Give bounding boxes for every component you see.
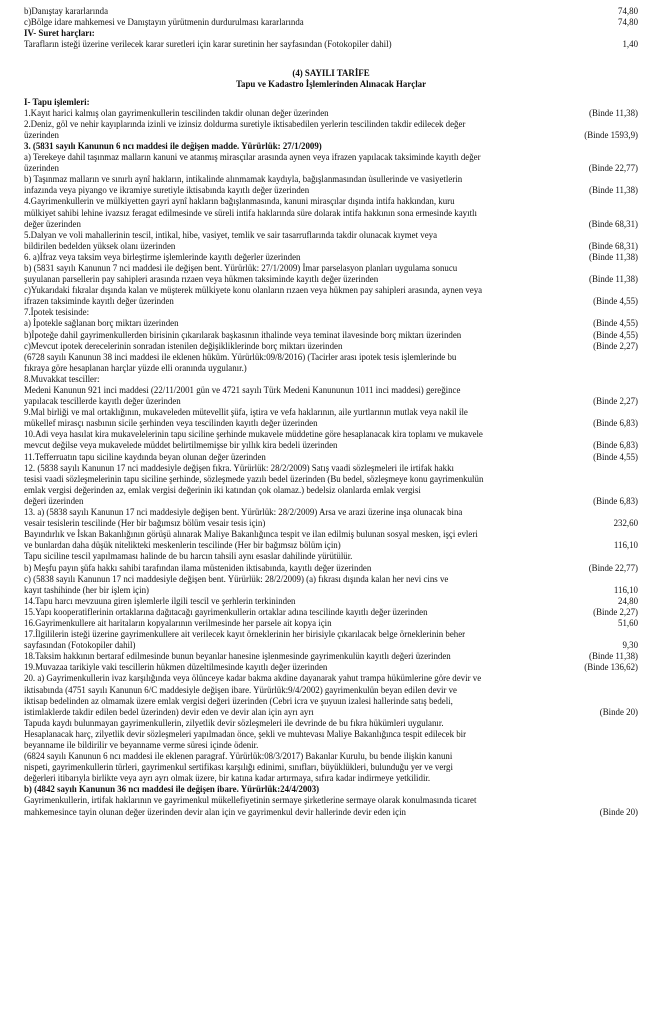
tariff-line-text: şuyulanan parsellerin pay sahipleri arasında rızaen veya hükmen taksiminde kayıtlı değer üzerinden (24, 274, 379, 285)
tariff-line-rate: (Binde 11,38) (589, 651, 638, 662)
tariff-line-text: mevcut değilse veya mukavelede müddet belirtilmemişse bir yıllık kira bedeli üzerinden (24, 440, 338, 451)
tariff-line (24, 374, 638, 385)
tariff-line-text: nispeti, gayrimenkullerin türleri, gayrimenkul sertifikası karşılığı edinimi, sınıfları, büyüklükleri, bulunduğu yer ve vergi (24, 762, 453, 773)
section-heading: I- Tapu işlemleri: (24, 96, 90, 107)
tariff-line (24, 396, 638, 407)
tariff-line-text: Medeni Kanunun 921 inci maddesi (22/11/2001 gün ve 4721 sayılı Türk Medeni Kanununun 1011 inci maddesi) gereğince (24, 385, 461, 395)
fee-desc: b)Danıştay kararlarında (24, 6, 109, 16)
fee-desc: Tarafların isteği üzerine verilecek karar suretleri için karar suretinin her sayfasından (Fotokopiler dahil) (24, 39, 392, 50)
tariff-line-text: 11.Tefferruatın tapu siciline kaydında beyan olunan değer üzerinden (24, 451, 266, 462)
tariff-line (24, 163, 638, 174)
tariff-line (24, 618, 638, 629)
tariff-line-rate: 116,10 (613, 540, 638, 551)
tariff-line (24, 651, 638, 662)
tariff-line-text: emlak vergisi değerinden az, emlak vergisi değerinin iki katından çok olamaz.) bedelsiz olanlarda emlak vergisi (24, 484, 421, 495)
tariff-line (24, 263, 638, 274)
tariff-line (24, 330, 638, 341)
tariff-line (24, 318, 638, 329)
tariff-line-text: 14.Tapu harcı mevzuuna giren işlemlerle ilgili tescil ve şerhlerin terkininden (24, 595, 296, 606)
tariff-line-text: infazında veya piyango ve ikramiye suretiyle iktisabında kayıtlı değer üzerinden (24, 185, 310, 196)
fee-amount: 74,80 (618, 17, 638, 28)
tariff-line-text: 12. (5838 sayılı Kanunun 17 nci maddesiyle değişen fıkra. Yürürlük: 28/2/2009) Satış vaadi sözleşmeleri ile irtifak hakkı (24, 462, 455, 473)
tariff-line-text: ve bunlardan daha düşük nitelikteki meskenlerin tescilinde (Her bir bağımsız bölüm için) (24, 540, 341, 551)
tariff-line (24, 551, 638, 562)
tariff-line-text: Tapu siciline tescil yapılmaması halinde de bu harcın tahsili aynı esaslar dahilinde yürütülür. (24, 551, 353, 562)
tariff-line-text: 15.Yapı kooperatiflerinin ortaklarına dağıtacağı gayrimenkullerin ortaklar adına tescilinde kayıtlı değer üzerinden (24, 606, 428, 617)
tariff-line (24, 762, 638, 773)
tariff-line (24, 185, 638, 196)
tariff-line-text: değerleri itibarıyla birlikte veya ayrı ayrı olmak üzere, bir katına kadar artırmaya, sıfıra kadar indirmeye yetkilidir. (24, 773, 431, 784)
tariff-line (24, 740, 638, 751)
tariff-line-text: 3. (5831 sayılı Kanunun 6 ncı maddesi ile değişen madde. Yürürlük: 27/1/2009) (24, 140, 322, 151)
fee-row (24, 39, 638, 50)
tariff-line (24, 662, 638, 673)
tariff-line-rate: (Binde 2,27) (593, 340, 638, 351)
tariff-line (24, 474, 638, 485)
tariff-line (24, 130, 638, 141)
tariff-line-text: iktisap bedelinden az olmamak üzere emlak vergisi değeri üzerinden (Cebri icra ve şuyuun izalesi hallerinde satış bedeli, (24, 695, 453, 706)
tariff-line-rate: (Binde 20) (599, 806, 638, 817)
tariff-line-rate: (Binde 11,38) (589, 251, 638, 262)
tariff-line-rate: (Binde 20) (599, 706, 638, 717)
tariff-line-text: 5.Dalyan ve voli mahallerinin tescil, intikal, hibe, vasiyet, temlik ve sair tasarruflarında takdir olunacak kıymet veya (24, 229, 438, 240)
tariff-line (24, 230, 638, 241)
tariff-line (24, 296, 638, 307)
tariff-line-text: 16.Gayrimenkullere ait haritaların kopyalarının verilmesinde her parsele ait kopya için (24, 617, 332, 628)
tariff-line (24, 596, 638, 607)
tariff-line-rate: (Binde 2,27) (593, 606, 638, 617)
fee-row (24, 17, 638, 28)
tariff-line-text: iktisabında (4751 sayılı Kanunun 6/C maddesiyle değişen ibare. Yürürlük:9/4/2002) gayrimenkulün beyan edilen devir ve (24, 684, 457, 695)
tariff-line-rate: 51,60 (618, 617, 638, 628)
tariff-line (24, 696, 638, 707)
tariff-line-rate: (Binde 22,77) (588, 163, 638, 174)
tariff-line-text: 9.Mal birliği ve mal ortaklığının, mukaveleden mütevellit şüfa, iştira ve vefa haklarının, aile yurtlarının mutlak veya nakil ile (24, 407, 468, 418)
tariff-line (24, 452, 638, 463)
tariff-line-text: 19.Muvazaa tarikiyle vaki tescillerin hükmen düzeltilmesinde kayıtlı değer üzerinden (24, 662, 328, 673)
tariff-line (24, 119, 638, 130)
tariff-line (24, 563, 638, 574)
tariff-line (24, 718, 638, 729)
tariff-line-text: b) Meşfu payın şüfa hakkı sahibi tarafından ilama müsteniden iktisabında, kayıtlı değer üzerinden (24, 562, 372, 573)
tariff-line-text: c)Yukarıdaki fıkralar dışında kalan ve müşterek mülkiyete konu olanların rızaen veya hükmen pay sahipleri arasında, aynen veya (24, 285, 483, 296)
tariff-line-text: fıkraya göre hesaplanan harçlar yüzde elli oranında uygulanır.) (24, 362, 247, 373)
tariff-line-rate: 116,10 (613, 584, 638, 595)
tariff-line-rate: (Binde 4,55) (593, 451, 638, 462)
tariff-line (24, 463, 638, 474)
tariff-lines (24, 108, 638, 818)
tariff-line (24, 307, 638, 318)
tariff-line (24, 352, 638, 363)
tariff-line-rate: (Binde 11,38) (589, 185, 638, 196)
tariff-line (24, 208, 638, 219)
fee-amount: 74,80 (618, 6, 638, 16)
section-heading: IV- Suret harçları: (24, 28, 95, 39)
tariff-line (24, 729, 638, 740)
tariff-line (24, 751, 638, 762)
tariff-line-text: sayfasından (Fotokopiler dahil) (24, 640, 136, 651)
tariff-line-text: bildirilen bedelden yüksek olanı üzerinden (24, 240, 176, 251)
tariff-line-text: (6728 sayılı Kanunun 38 inci maddesi ile eklenen hüküm. Yürürlük:09/8/2016) (Tacirler arası ipotek tesis işlemlerinde bu (24, 351, 457, 362)
tariff-line-text: mahkemesince tayin olunan değer üzerinden devir alan için ve gayrimenkul devir hallerinde devir eden için (24, 806, 406, 817)
tariff-line (24, 773, 638, 784)
tariff-line-rate: (Binde 68,31) (588, 240, 638, 251)
tariff-subtitle: Tapu ve Kadastro İşlemlerinden Alınacak Harçlar (235, 79, 427, 90)
tariff-line-text: b) Taşınmaz malların ve sınırlı aynî hakların, intikalinde alınmamak kaydıyla, bağışlanmasından ùsullerinde ve vasiyetlerin (24, 174, 463, 185)
tariff-line (24, 196, 638, 207)
tariff-line-rate: 24,80 (618, 595, 638, 606)
tariff-line (24, 252, 638, 263)
tariff-line-text: beyanname ile bildirilir ve beyanname verme süresi içinde ödenir. (24, 740, 259, 750)
tariff-line-text: istimlaklerde takdir edilen bedel üzerinden) devir eden ve devir alan için ayrı ayrı (24, 706, 314, 717)
tariff-line-text: (6824 sayılı Kanunun 6 ncı maddesi ile eklenen paragraf. Yürürlük:08/3/2017) Bakanlar Kurulu, bu bende ilişkin kanuni (24, 751, 453, 762)
tariff-line-rate: (Binde 4,55) (593, 318, 638, 329)
tariff-line-text: a) İpotekle sağlanan borç miktarı üzerinden (24, 318, 179, 329)
tariff-line-rate: (Binde 68,31) (588, 218, 638, 229)
tariff-line-text: ifrazen taksiminde kayıtlı değer üzerinden (24, 296, 174, 307)
tariff-line (24, 540, 638, 551)
fee-row (24, 6, 638, 17)
fee-amount: 1,40 (622, 39, 638, 50)
tariff-line-rate: (Binde 6,83) (593, 440, 638, 451)
tariff-line-rate: (Binde 2,27) (593, 396, 638, 407)
tariff-line (24, 407, 638, 418)
tariff-line-text: 13. a) (5838 sayılı Kanunun 17 nci maddesiyle değişen bent. Yürürlük: 28/2/2009) Arsa ve arazi üzerine inşa olunacak bina (24, 507, 463, 518)
tariff-line (24, 507, 638, 518)
tariff-line-text: Tapuda kaydı bulunmayan gayrimenkullerin, zilyetlik devir sözleşmeleri ile devrinde de bu fıkra hükümleri uygulanır. (24, 717, 444, 728)
tariff-line-rate: 232,60 (613, 518, 638, 529)
tariff-line (24, 574, 638, 585)
tariff-line-rate: (Binde 22,77) (588, 562, 638, 573)
tariff-line (24, 285, 638, 296)
tariff-line (24, 152, 638, 163)
tariff-line-text: 17.İlgililerin isteği üzerine gayrimenkullere ait verilecek kayıt örneklerinin her birisiyle çıkarılacak belge örneklerinin beher (24, 629, 466, 640)
tariff-line-rate: (Binde 4,55) (593, 329, 638, 340)
tariff-line-text: 8.Muvakkat tesciller: (24, 373, 100, 384)
tariff-line-text: b) (5831 sayılı Kanunun 7 nci maddesi ile değişen bent. Yürürlük: 27/1/2009) İmar parselasyon planları uygulama sonucu (24, 262, 458, 273)
tariff-line (24, 241, 638, 252)
top-rows (24, 6, 638, 28)
tariff-line-text: kayıt tashihinde (her bir işlem için) (24, 584, 149, 595)
tariff-line-rate: (Binde 6,83) (593, 418, 638, 429)
tariff-line-text: değeri üzerinden (24, 495, 84, 506)
tariff-line-text: 4.Gayrimenkullerin ve mülkiyetten gayri aynî hakların bağışlanmasında, kanuni mirasçılar dışında intifa hakkından, kuru (24, 196, 455, 207)
tariff-line-text: değer üzerinden (24, 218, 81, 229)
tariff-line-rate: (Binde 11,38) (589, 107, 638, 118)
tariff-line-text: vesair tesislerin tescilinde (Her bir bağımsız bölüm vesair tesis için) (24, 518, 266, 529)
tariff-line (24, 141, 638, 152)
tariff-line (24, 341, 638, 352)
tariff-line (24, 784, 638, 795)
tariff-line-text: c)Mevcut ipotek derecelerinin sonradan istenilen değişikliklerinde borç miktarı üzerinden (24, 340, 343, 351)
tariff-line-text: yapılacak tescillerde kayıtlı değer üzerinden (24, 396, 181, 407)
tariff-line (24, 274, 638, 285)
tariff-line-text: 18.Taksim hakkının bertaraf edilmesinde bunun beyanlar hanesine işlenmesinde gayrimenkulün kayıtlı değeri üzerinden (24, 651, 451, 662)
tariff-line-text: c) (5838 sayılı Kanunun 17 nci maddesiyle değişen bent. Yürürlük: 28/2/2009) (a) fıkrası dışında kalan her nevi cins ve (24, 573, 449, 584)
tariff-line-text: mülkiyet sahibi lehine ivazsız feragat edilmesinde ve süreli intifa haklarında süre dolarak intifa hakkının sona ermesinde kayıtlı (24, 207, 477, 218)
tariff-line (24, 585, 638, 596)
tariff-line-rate: 9,30 (622, 640, 638, 651)
tariff-line-text: Bayındırlık ve İskan Bakanlığının görüşü alınarak Maliye Bakanlığınca tespit ve ilan edilmiş bulunan sosyal mesken, işçi evleri (24, 529, 478, 540)
tariff-line (24, 640, 638, 651)
tariff-line-text: a) Terekeye dahil taşınmaz malların kanuni ve atanmış mirasçılar arasında aynen veya ifrazen yapılacak taksiminde kayıtlı değer (24, 152, 481, 163)
tariff-line (24, 174, 638, 185)
tariff-line-text: Hesaplanacak harç, zilyetlik devir sözleşmeleri yapılmadan önce, şekli ve muhtevası Maliye Bakanlığınca tespit edilecek bir (24, 728, 467, 739)
tariff-line (24, 440, 638, 451)
tariff-line (24, 673, 638, 684)
tariff-line (24, 108, 638, 119)
tariff-line (24, 496, 638, 507)
tariff-line-text: Gayrimenkullerin, irtifak haklarının ve gayrimenkul mükellefiyetinin sermaye şirketlerine sermaye olarak konulmasında ticaret (24, 795, 477, 806)
tariff-line (24, 607, 638, 618)
tariff-line-text: 10.Adi veya hasılat kira mukavelelerinin tapu siciline şerhinde mukavele müddetine göre hesaplanacak kira toplamı ve mukavele (24, 429, 483, 440)
tariff-line-text: 7.İpotek tesisinde: (24, 307, 90, 318)
tariff-line (24, 429, 638, 440)
tariff-line-text: 20. a) Gayrimenkullerin ivaz karşılığında veya ölünceye kadar bakma akdine dayanarak yahut trampa hükümlerine göre devir ve (24, 673, 482, 684)
tariff-line (24, 385, 638, 396)
tariff-line-text: 1.Kayıt harici kalmış olan gayrimenkullerin tescilinden takdir olunan değer üzerinden (24, 107, 329, 118)
tariff-line-text: b) (4842 sayılı Kanunun 36 ncı maddesi ile değişen ibare. Yürürlük:24/4/2003) (24, 784, 320, 795)
tariff-line-rate: (Binde 6,83) (593, 495, 638, 506)
tariff-line-text: tesisi vaadi sözleşmelerinin tapu siciline şerhinde, sözleşmede yazılı bedel üzerinden (Bu bedel, sözleşmeye konu gayrimenkulün (24, 473, 484, 484)
tariff-line (24, 795, 638, 806)
tariff-line-rate: (Binde 11,38) (589, 274, 638, 285)
tariff-line-text: b)İpoteğe dahil gayrimenkullerden birisinin çıkarılarak başkasının ithalinde veya teminat ilavesinde borç miktarı üzerinden (24, 329, 462, 340)
tariff-line-text: mükellef mirasçı nasbının sicile şerhinden veya tescilinden kayıtlı değer üzerinden (24, 418, 318, 429)
tariff-line-text: 2.Deniz, göl ve nehir kayıplarında izinli ve izinsiz doldurma suretiyle iktisabedilen yerlerin tescilinden takdir edilecek değer (24, 118, 466, 129)
tariff-line (24, 529, 638, 540)
fee-desc: c)Bölge idare mahkemesi ve Danıştayın yürütmenin durdurulması kararlarında (24, 17, 304, 28)
tariff-line-text: 6. a)İfraz veya taksim veya birleştirme işlemlerinde kayıtlı değerler üzerinden (24, 251, 301, 262)
tariff-line (24, 485, 638, 496)
tariff-line-text: üzerinden (24, 163, 59, 174)
tariff-line (24, 807, 638, 818)
tariff-line (24, 518, 638, 529)
tariff-line (24, 707, 638, 718)
tariff-line-rate: (Binde 4,55) (593, 296, 638, 307)
tariff-line (24, 363, 638, 374)
tariff-line (24, 418, 638, 429)
tariff-line (24, 219, 638, 230)
tariff-line-text: üzerinden (24, 129, 59, 140)
tariff-title: (4) SAYILI TARİFE (292, 68, 370, 79)
tariff-line-rate: (Binde 136,62) (584, 662, 638, 673)
tariff-line (24, 685, 638, 696)
tariff-line-rate: (Binde 1593,9) (584, 129, 638, 140)
tariff-line (24, 629, 638, 640)
